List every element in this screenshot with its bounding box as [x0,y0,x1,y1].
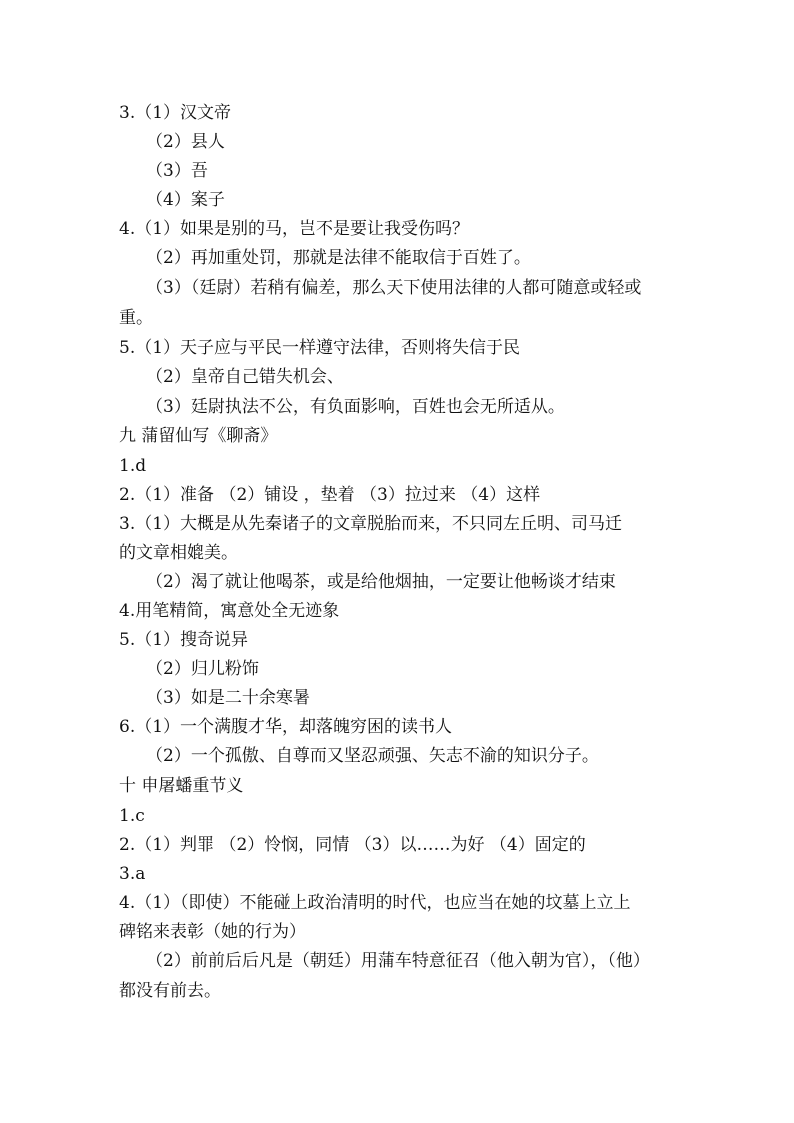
text-line: （3）如是二十余寒暑 [146,688,310,708]
text-line: 1.c [119,806,145,826]
text-line: 2.（1）准备 （2）铺设 ，垫着 （3）拉过来 （4）这样 [119,485,541,505]
text-line: （3）（廷尉）若稍有偏差，那么天下使用法律的人都可随意或轻或 [146,278,642,298]
text-line: （2）皇帝自己错失机会、 [146,367,344,387]
text-line: 2.（1）判罪 （2）怜悯，同情 （3）以……为好 （4）固定的 [119,835,586,855]
text-line: 3.a [119,864,146,884]
text-line: 4.用笔精简，寓意处全无迹象 [119,601,340,621]
text-line: 4.（1）（即使）不能碰上政治清明的时代，也应当在她的坟墓上立上 [119,893,631,913]
text-line: （2）归儿粉饰 [146,659,259,679]
section-heading: 十 申屠蟠重节义 [119,776,244,796]
text-line: 都没有前去。 [119,981,221,1001]
text-line: 4.（1）如果是别的马，岂不是要让我受伤吗？ [119,219,470,239]
section-heading: 九 蒲留仙写《聊斋》 [119,426,278,446]
text-line: 1.d [119,456,147,476]
text-line: （2）再加重处罚，那就是法律不能取信于百姓了。 [146,248,531,268]
text-line: 的文章相媲美。 [119,543,238,563]
text-line: （2）一个孤傲、自尊而又坚忍顽强、矢志不渝的知识分子。 [146,746,599,766]
text-line: （4）案子 [146,190,225,210]
text-line: 3.（1）汉文帝 [119,103,232,123]
text-line: 重。 [119,308,153,328]
text-line: 5.（1）天子应与平民一样遵守法律，否则将失信于民 [119,338,521,358]
text-line: （2）前前后后凡是（朝廷）用蒲车特意征召（他入朝为官），（他） [146,951,650,971]
text-line: 碑铭来表彰（她的行为） [119,922,306,942]
text-line: （2）县人 [146,132,225,152]
text-line: 5.（1）搜奇说异 [119,630,249,650]
text-line: （3）吾 [146,161,208,181]
text-line: （3）廷尉执法不公，有负面影响，百姓也会无所适从。 [146,397,565,417]
text-line: 6.（1）一个满腹才华，却落魄穷困的读书人 [119,717,453,737]
text-line: （2）渴了就让他喝茶，或是给他烟抽，一定要让他畅谈才结束 [146,572,616,592]
text-line: 3.（1）大概是从先秦诸子的文章脱胎而来，不只同左丘明、司马迁 [119,514,623,534]
